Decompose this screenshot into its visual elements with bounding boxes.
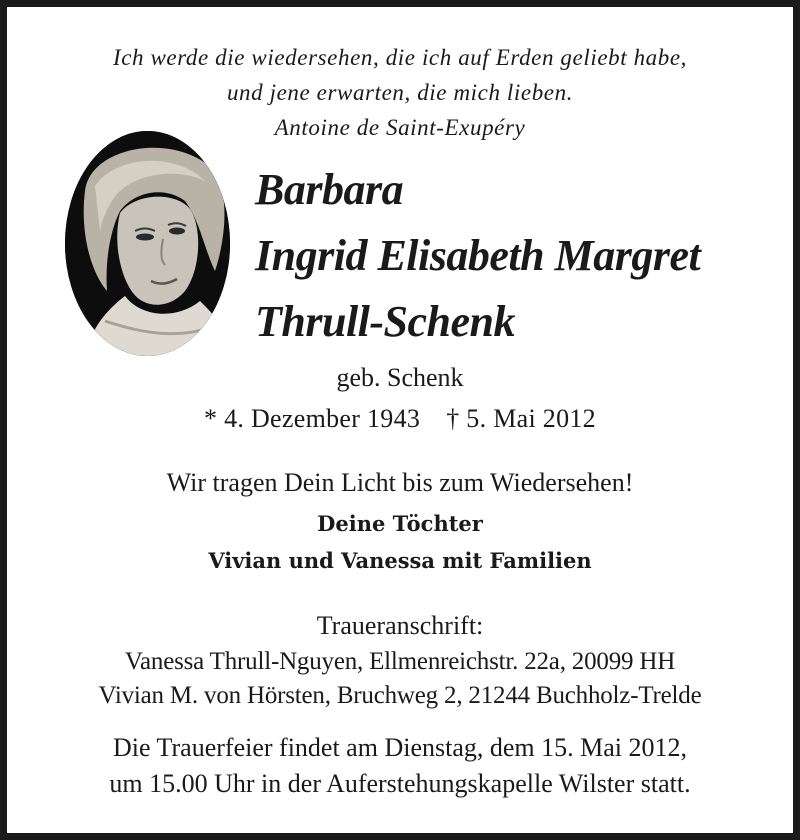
service-line-2: um 15.00 Uhr in der Auferstehungskapelle Wilster statt. <box>109 769 691 798</box>
life-dates <box>7 404 793 434</box>
service-line-1: Die Trauerfeier findet am Dienstag, dem 15. Mai 2012, <box>112 733 688 762</box>
deceased-name-line-2: Ingrid Elisabeth Margret <box>255 231 701 280</box>
death-date: † 5. Mai 2012 <box>446 404 596 433</box>
address-line-2: Vivian M. von Hörsten, Bruchweg 2, 21244 Buchholz-Trelde <box>98 682 702 709</box>
birth-name: geb. Schenk <box>336 363 464 392</box>
address-label: Traueranschrift: <box>316 611 484 640</box>
farewell-message: Wir tragen Dein Licht bis zum Wiedersehen! <box>166 468 634 497</box>
birth-date: * 4. Dezember 1943 <box>203 404 421 433</box>
mourners-line-2: Vivian und Vanessa mit Familien <box>208 548 592 573</box>
deceased-name-line-1: Barbara <box>255 165 404 214</box>
quote-line-2: und jene erwarten, die mich lieben. <box>226 80 574 105</box>
quote-author: Antoine de Saint-Exupéry <box>274 115 526 140</box>
deceased-name-line-3: Thrull-Schenk <box>255 297 516 346</box>
address-line-1: Vanessa Thrull-Nguyen, Ellmenreichstr. 22a, 20099 HH <box>124 648 676 675</box>
portrait-photo <box>65 131 230 356</box>
quote-line-1: Ich werde die wiedersehen, die ich auf Erden geliebt habe, <box>112 45 688 70</box>
mourners-line-1: Deine Töchter <box>317 511 483 536</box>
